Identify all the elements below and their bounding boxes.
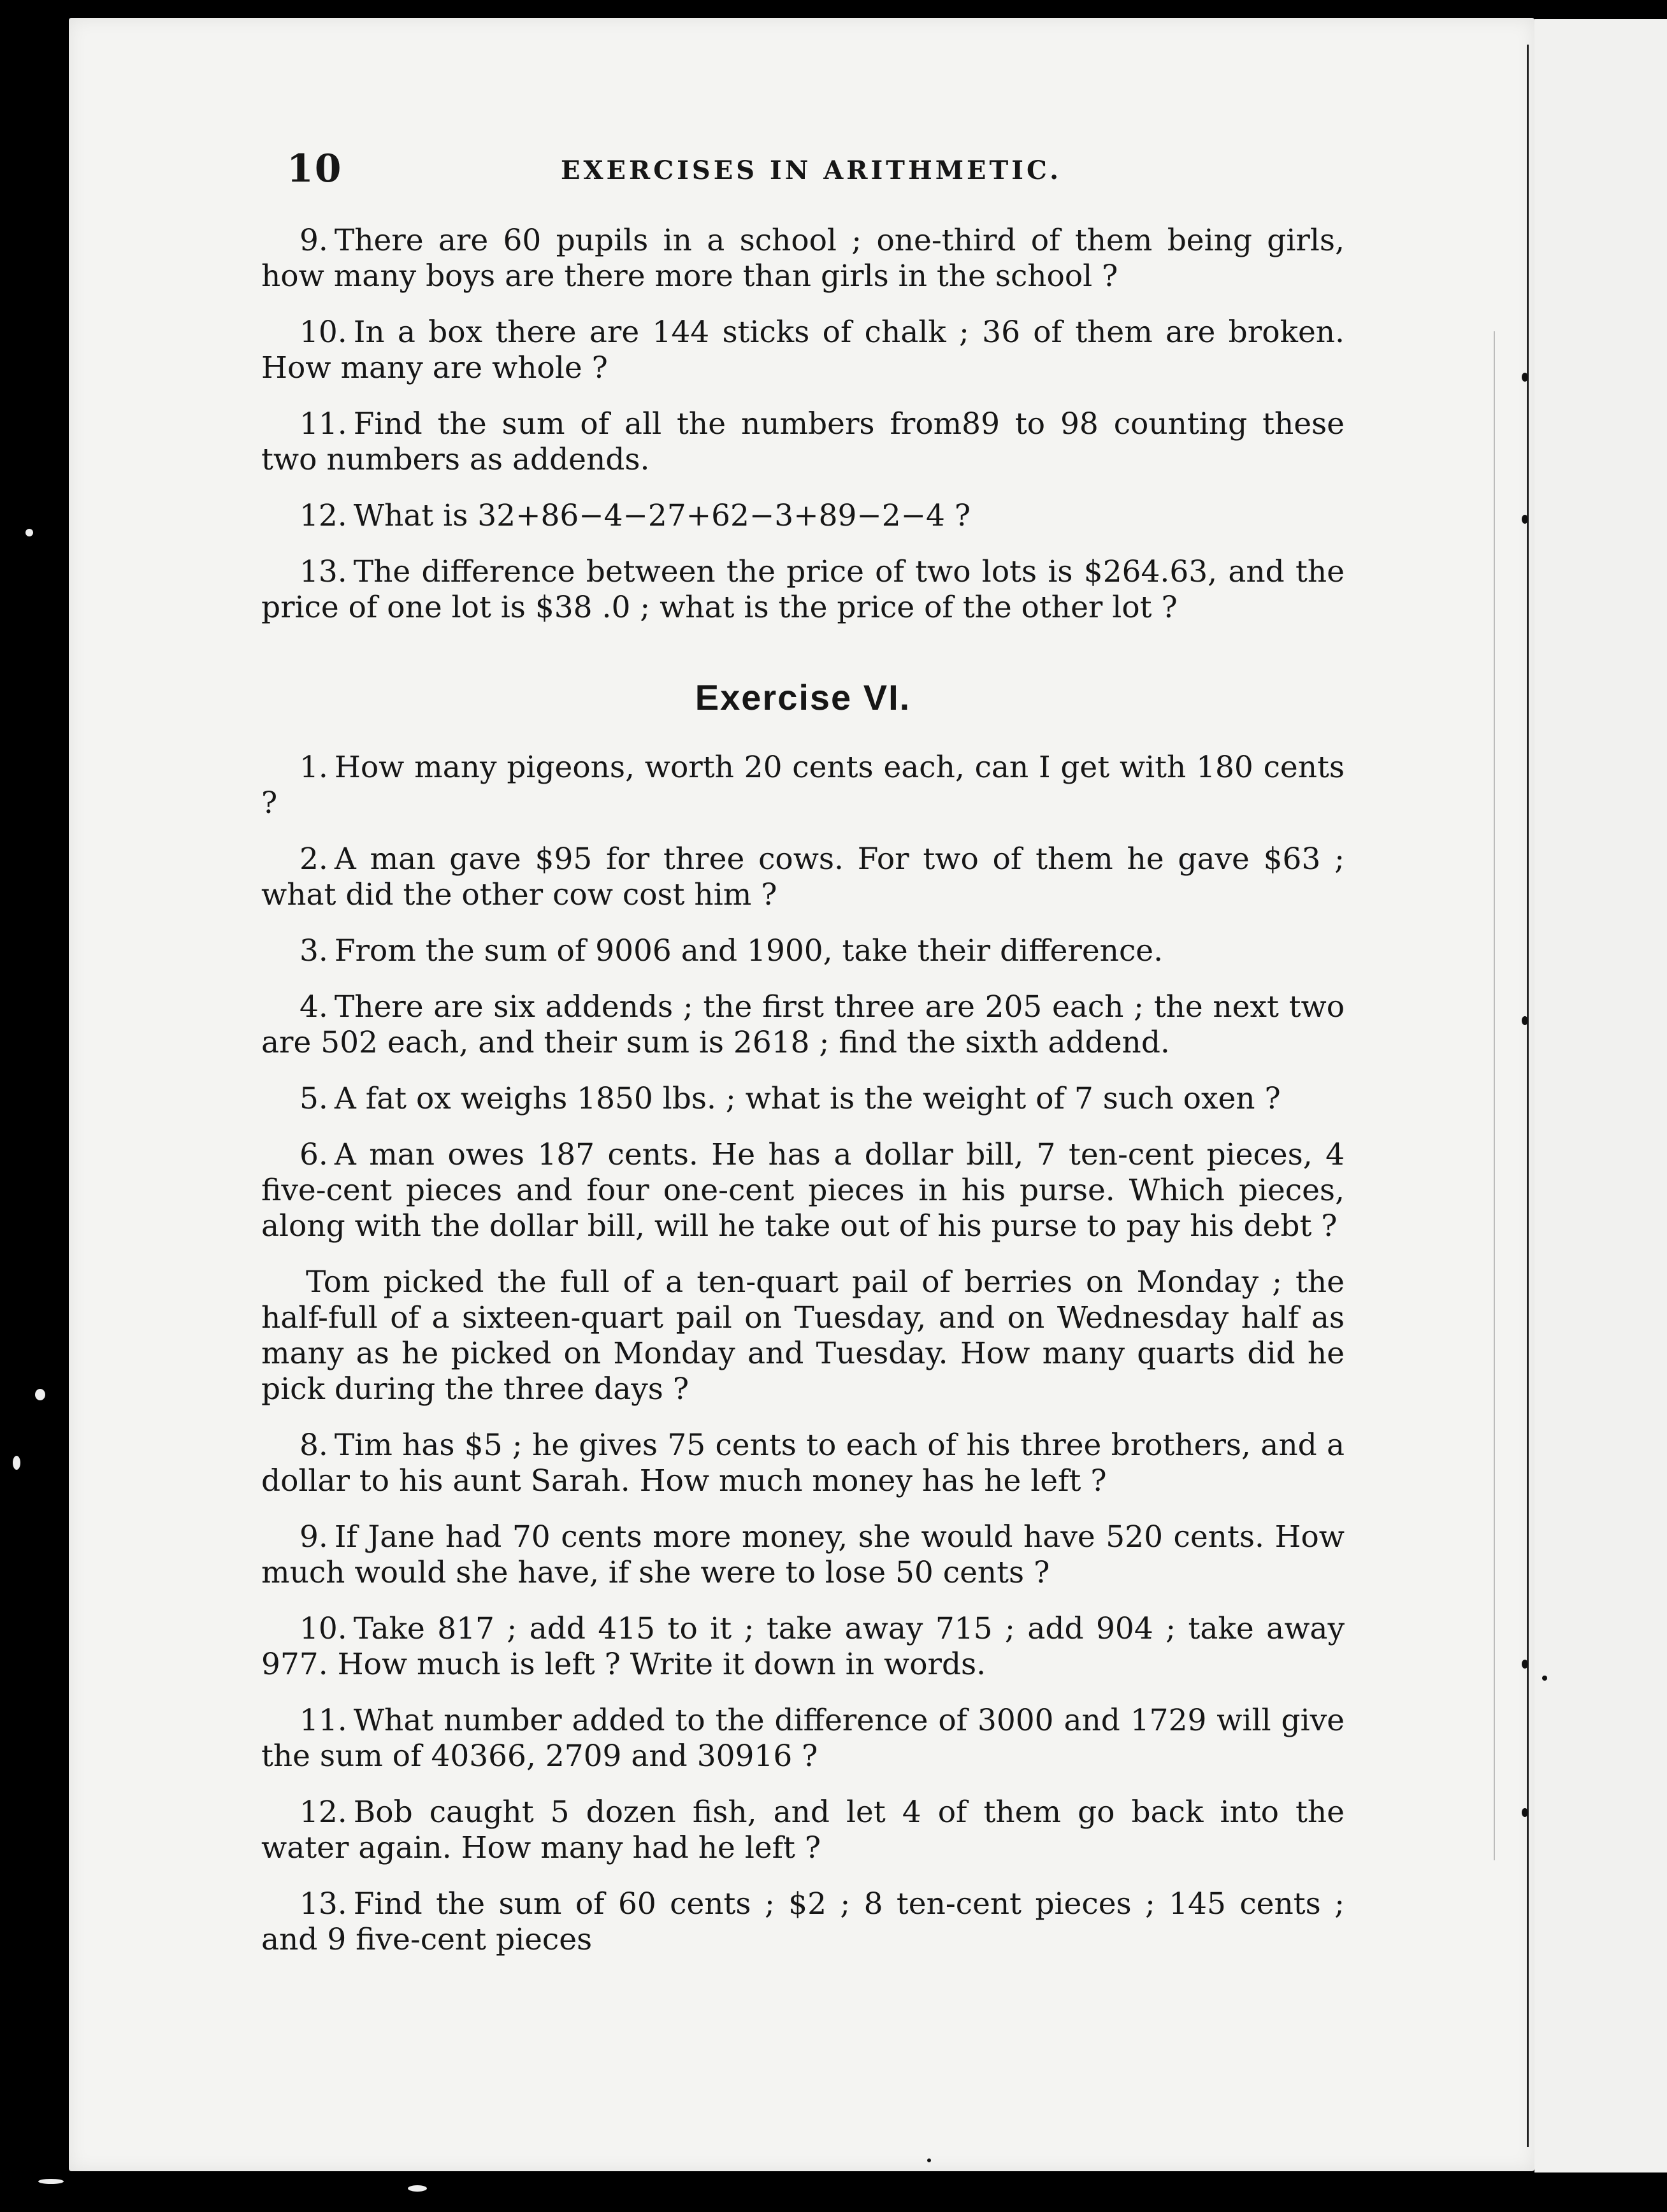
problem-number: 13. — [299, 554, 347, 589]
exercise-problems — [261, 750, 1345, 1958]
page-number: 10 — [287, 147, 343, 191]
exercise-heading: Exercise VI. — [695, 677, 911, 717]
problem-item — [261, 1265, 1345, 1407]
scan-speck — [1522, 1808, 1528, 1817]
problem-number: 3. — [299, 933, 328, 968]
problem-item — [261, 1886, 1345, 1958]
problem-item — [261, 406, 1345, 478]
problem-number: 11. — [299, 406, 347, 442]
problem-item — [261, 989, 1345, 1061]
problem-item — [261, 498, 1345, 534]
problem-text: A fat ox weighs 1850 lbs. ; what is the weight of 7 such oxen ? — [334, 1081, 1281, 1116]
scan-speck — [1542, 1676, 1547, 1681]
problem-item — [261, 1081, 1345, 1117]
problem-number: 2. — [299, 842, 328, 877]
problem-text: In a box there are 144 sticks of chalk ; 36 of them are broken. How many are whole ? — [261, 315, 1345, 385]
problem-item — [261, 842, 1345, 913]
problem-item — [261, 1611, 1345, 1683]
problem-item — [261, 750, 1345, 821]
problem-item — [261, 1137, 1345, 1244]
problem-item — [261, 223, 1345, 294]
problem-text: Tom picked the full of a ten-quart pail of berries on Monday ; the half-full of a sixteen-quart pail on Tuesday, and on Wednesday half as many as he picked on Monday and Tuesday. How many quarts did he pick during the three days ? — [261, 1265, 1345, 1407]
problem-number: 9. — [299, 223, 328, 258]
running-title: EXERCISES IN ARITHMETIC. — [561, 155, 1062, 185]
page-content — [261, 147, 1345, 1978]
problem-text: There are 60 pupils in a school ; one-third of them being girls, how many boys are there more than girls in the school ? — [261, 223, 1345, 294]
problem-number: 1. — [299, 750, 328, 785]
problem-text: Find the sum of all the numbers from89 to 98 counting these two numbers as addends. — [261, 406, 1345, 477]
problem-number: 5. — [299, 1081, 328, 1116]
problem-text: How many pigeons, worth 20 cents each, can I get with 180 cents ? — [261, 750, 1345, 821]
scan-speck — [13, 1456, 20, 1470]
problem-text: Bob caught 5 dozen fish, and let 4 of them go back into the water again. How many had he left ? — [261, 1795, 1345, 1865]
problem-item — [261, 1519, 1345, 1591]
problem-number: 6. — [299, 1137, 328, 1172]
problem-item — [261, 315, 1345, 386]
scan-speck — [1522, 515, 1528, 524]
problem-number: 4. — [299, 989, 328, 1024]
problem-text: From the sum of 9006 and 1900, take their difference. — [334, 933, 1164, 968]
problem-number: 11. — [299, 1703, 347, 1738]
problem-number: 12. — [299, 1795, 347, 1830]
problem-text: Find the sum of 60 cents ; $2 ; 8 ten-cent pieces ; 145 cents ; and 9 five-cent pieces — [261, 1886, 1345, 1957]
scan-speck — [1522, 1016, 1528, 1025]
scan-speck — [408, 2185, 427, 2192]
scan-speck — [1522, 373, 1528, 382]
scan-speck — [927, 2158, 931, 2162]
scan-speck — [38, 2179, 64, 2184]
problem-text: A man owes 187 cents. He has a dollar bill, 7 ten-cent pieces, 4 five-cent pieces and four one-cent pieces in his purse. Which pieces, along with the dollar bill, will he take out of his purse to pay his debt ? — [261, 1137, 1345, 1244]
problem-item — [261, 1795, 1345, 1866]
problem-text: If Jane had 70 cents more money, she would have 520 cents. How much would she have, if she were to lose 50 cents ? — [261, 1519, 1345, 1590]
page-edge-line — [1527, 45, 1529, 2147]
problem-text: There are six addends ; the first three are 205 each ; the next two are 502 each, and their sum is 2618 ; find the sixth addend. — [261, 989, 1345, 1060]
problem-number: 8. — [299, 1428, 328, 1463]
problem-text: What is 32+86−4−27+62−3+89−2−4 ? — [353, 498, 971, 533]
problem-text: Take 817 ; add 415 to it ; take away 715 ; add 904 ; take away 977. How much is left ? Write it down in words. — [261, 1611, 1345, 1682]
scan-speck — [35, 1389, 45, 1400]
page-fold-line — [1494, 331, 1495, 1860]
problem-number: 10. — [299, 1611, 347, 1646]
problem-item — [261, 933, 1345, 969]
problem-text: What number added to the difference of 3000 and 1729 will give the sum of 40366, 2709 and 30916 ? — [261, 1703, 1345, 1774]
problem-text: The difference between the price of two lots is $264.63, and the price of one lot is $38 .0 ; what is the price of the other lot ? — [261, 554, 1345, 625]
problem-text: A man gave $95 for three cows. For two of them he gave $63 ; what did the other cow cost him ? — [261, 842, 1345, 912]
running-head — [261, 147, 1345, 204]
problem-number: 12. — [299, 498, 347, 533]
problem-item — [261, 1428, 1345, 1499]
problem-number: 9. — [299, 1519, 328, 1555]
scan-speck — [1522, 1660, 1528, 1669]
scan-speck — [25, 529, 33, 536]
carryover-problems — [261, 223, 1345, 626]
problem-item — [261, 1703, 1345, 1774]
problem-number: 10. — [299, 315, 347, 350]
problem-number: 13. — [299, 1886, 347, 1921]
problem-text: Tim has $5 ; he gives 75 cents to each of his three brothers, and a dollar to his aunt Sarah. How much money has he left ? — [261, 1428, 1345, 1498]
problem-item — [261, 554, 1345, 626]
adjacent-page-strip — [1534, 19, 1667, 2172]
